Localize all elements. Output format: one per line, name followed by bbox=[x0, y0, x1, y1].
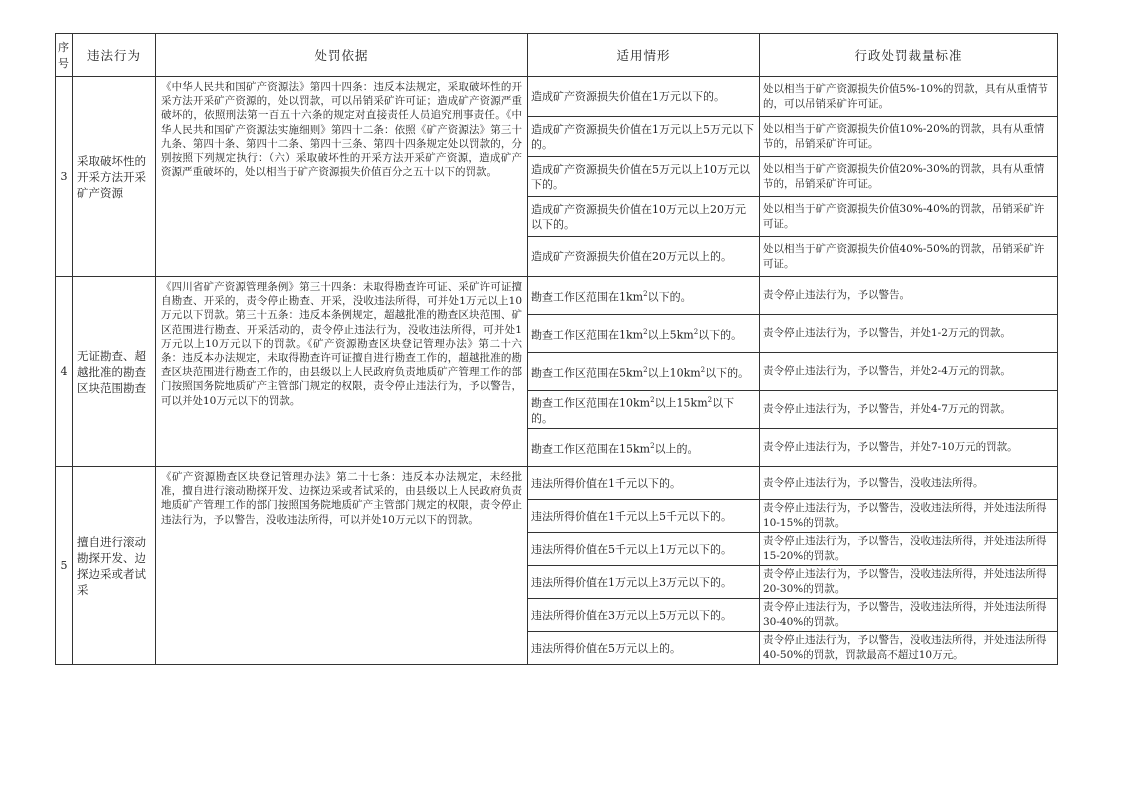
standard-cell: 责令停止违法行为，予以警告，没收违法所得。 bbox=[760, 467, 1058, 500]
standard-cell: 责令停止违法行为，予以警告，并处2-4万元的罚款。 bbox=[760, 353, 1058, 391]
condition-cell: 勘查工作区范围在$10km^2$以上$15km^2$以下的。 bbox=[528, 391, 760, 429]
standard-cell: 责令停止违法行为，予以警告，没收违法所得，并处违法所得40-50%的罚款，罚款最高不超过10万元。 bbox=[760, 632, 1058, 665]
violation-cell: 擅自进行滚动勘探开发、边探边采或者试采 bbox=[73, 467, 156, 665]
item-seq: 4 bbox=[56, 277, 73, 467]
item-seq: 5 bbox=[56, 467, 73, 665]
condition-cell: 违法所得价值在1千元以下的。 bbox=[528, 467, 760, 500]
standard-cell: 处以相当于矿产资源损失价值20%-30%的罚款，具有从重情节的，吊销采矿许可证。 bbox=[760, 157, 1058, 197]
standard-cell: 责令停止违法行为，予以警告，并处7-10万元的罚款。 bbox=[760, 429, 1058, 467]
header-basis: 处罚依据 bbox=[156, 34, 528, 77]
standard-cell: 责令停止违法行为，予以警告。 bbox=[760, 277, 1058, 315]
standard-cell: 责令停止违法行为，予以警告，没收违法所得，并处违法所得15-20%的罚款。 bbox=[760, 533, 1058, 566]
condition-cell: 造成矿产资源损失价值在5万元以上10万元以下的。 bbox=[528, 157, 760, 197]
condition-cell: 违法所得价值在1万元以上3万元以下的。 bbox=[528, 566, 760, 599]
table-header-row bbox=[56, 34, 1058, 77]
condition-cell: 违法所得价值在3万元以上5万元以下的。 bbox=[528, 599, 760, 632]
condition-cell: 违法所得价值在5千元以上1万元以下的。 bbox=[528, 533, 760, 566]
standard-cell: 责令停止违法行为，予以警告，并处1-2万元的罚款。 bbox=[760, 315, 1058, 353]
condition-cell: 造成矿产资源损失价值在1万元以上5万元以下的。 bbox=[528, 117, 760, 157]
standard-cell: 责令停止违法行为，予以警告，并处4-7万元的罚款。 bbox=[760, 391, 1058, 429]
violation-cell: 采取破坏性的开采方法开采矿产资源 bbox=[73, 77, 156, 277]
standard-cell: 处以相当于矿产资源损失价值5%-10%的罚款，具有从重情节的，可以吊销采矿许可证。 bbox=[760, 77, 1058, 117]
header-condition: 适用情形 bbox=[528, 34, 760, 77]
condition-cell: 造成矿产资源损失价值在1万元以下的。 bbox=[528, 77, 760, 117]
penalty-standard-table bbox=[55, 33, 1058, 665]
table-row bbox=[56, 467, 1058, 500]
condition-cell: 勘查工作区范围在$5km^2$以上$10km^2$以下的。 bbox=[528, 353, 760, 391]
standard-cell: 责令停止违法行为，予以警告，没收违法所得，并处违法所得20-30%的罚款。 bbox=[760, 566, 1058, 599]
condition-cell: 造成矿产资源损失价值在10万元以上20万元以下的。 bbox=[528, 197, 760, 237]
condition-cell: 违法所得价值在1千元以上5千元以下的。 bbox=[528, 500, 760, 533]
condition-cell: 造成矿产资源损失价值在20万元以上的。 bbox=[528, 237, 760, 277]
violation-cell: 无证勘查、超越批准的勘查区块范围勘查 bbox=[73, 277, 156, 467]
table-row bbox=[56, 77, 1058, 117]
standard-cell: 责令停止违法行为，予以警告，没收违法所得，并处违法所得30-40%的罚款。 bbox=[760, 599, 1058, 632]
condition-cell: 勘查工作区范围在$1km^2$以下的。 bbox=[528, 277, 760, 315]
standard-cell: 处以相当于矿产资源损失价值10%-20%的罚款，具有从重情节的，吊销采矿许可证。 bbox=[760, 117, 1058, 157]
standard-cell: 处以相当于矿产资源损失价值30%-40%的罚款，吊销采矿许可证。 bbox=[760, 197, 1058, 237]
header-seq: 序号 bbox=[56, 34, 73, 77]
condition-cell: 勘查工作区范围在$15km^2$以上的。 bbox=[528, 429, 760, 467]
basis-cell: 《四川省矿产资源管理条例》第三十四条：未取得勘查许可证、采矿许可证擅自勘查、开采的，责令停止勘查、开采，没收违法所得，可并处1万元以上10万元以下罚款。第三十五条：违反本条例规定，超越批准的勘查区块范围、矿区范围进行勘查、开采活动的，责令停止违法行为，没收违法所得，可并处1万元以上10万元以下的罚款。《矿产资源勘查区块登记管理办法》第二十六条：违反本办法规定，未取得勘查许可证擅自进行勘查工作的，超越批准的勘查区块范围进行勘查工作的，由县级以上人民政府负责地质矿产管理工作的部门按照国务院地质矿产主管部门规定的权限，责令停止违法行为，予以警告，可以并处10万元以下的罚款。 bbox=[156, 277, 528, 467]
condition-cell: 违法所得价值在5万元以上的。 bbox=[528, 632, 760, 665]
penalty-table-page bbox=[55, 33, 1057, 665]
condition-cell: 勘查工作区范围在$1km^2$以上$5km^2$以下的。 bbox=[528, 315, 760, 353]
basis-cell: 《矿产资源勘查区块登记管理办法》第二十七条：违反本办法规定，未经批准，擅自进行滚动勘探开发、边探边采或者试采的，由县级以上人民政府负责地质矿产管理工作的部门按照国务院地质矿产主管部门规定的权限，责令停止违法行为，予以警告，没收违法所得，可以并处10万元以下的罚款。 bbox=[156, 467, 528, 665]
table-row bbox=[56, 277, 1058, 315]
standard-cell: 责令停止违法行为，予以警告，没收违法所得，并处违法所得10-15%的罚款。 bbox=[760, 500, 1058, 533]
basis-cell: 《中华人民共和国矿产资源法》第四十四条：违反本法规定，采取破坏性的开采方法开采矿产资源的，处以罚款，可以吊销采矿许可证；造成矿产资源严重破坏的，依照刑法第一百五十六条的规定对直接责任人员追究刑事责任。《中华人民共和国矿产资源法实施细则》第四十二条：依照《矿产资源法》第三十九条、第四十条、第四十二条、第四十三条、第四十四条规定处以罚款的，分别按照下列规定执行：（六）采取破坏性的开采方法开采矿产资源，造成矿产资源严重破坏的，处以相当于矿产资源损失价值百分之五十以下的罚款。 bbox=[156, 77, 528, 277]
standard-cell: 处以相当于矿产资源损失价值40%-50%的罚款，吊销采矿许可证。 bbox=[760, 237, 1058, 277]
header-violation: 违法行为 bbox=[73, 34, 156, 77]
header-standard: 行政处罚裁量标准 bbox=[760, 34, 1058, 77]
item-seq: 3 bbox=[56, 77, 73, 277]
